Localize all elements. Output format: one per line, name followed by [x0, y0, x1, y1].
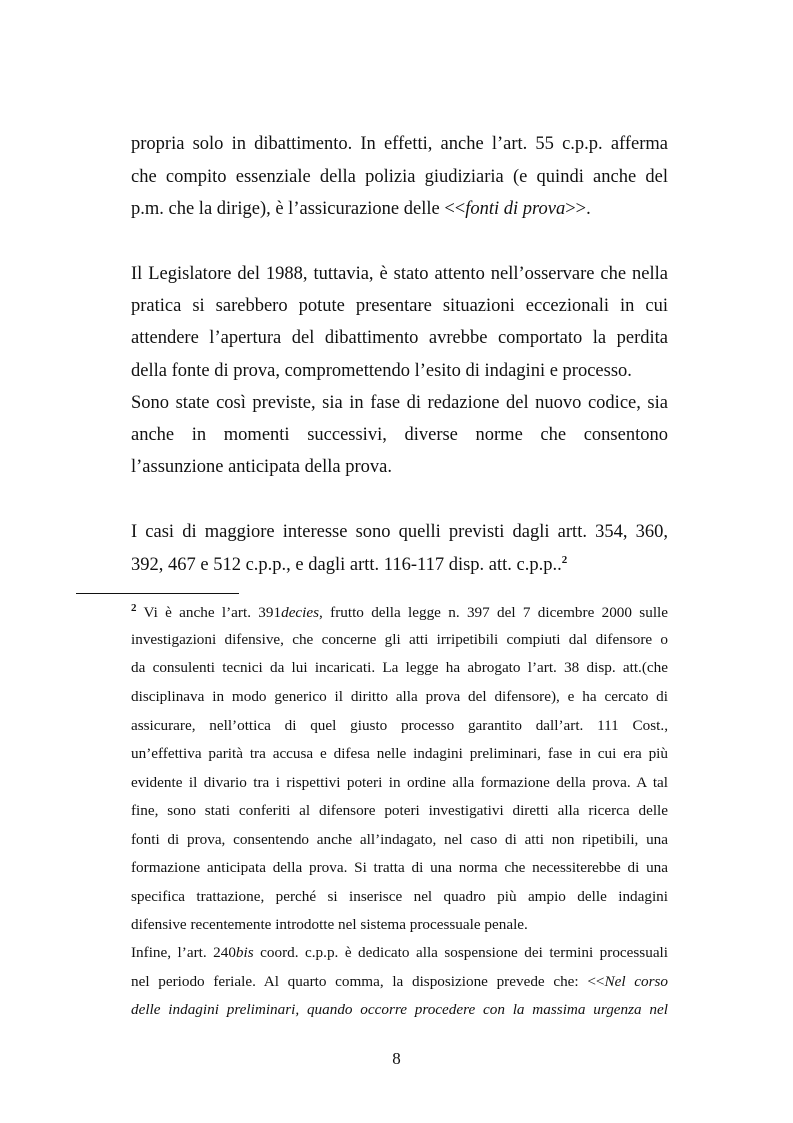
- footnote-line: formazione anticipata della prova. Si tratta di una norma che necessiterebbe di una: [131, 859, 668, 876]
- body-text-line: pratica si sarebbero potute presentare situazioni eccezionali in cui: [131, 296, 668, 316]
- footnote-line: da consulenti tecnici da lui incaricati. La legge ha abrogato l’art. 38 disp. att.(che: [131, 659, 668, 676]
- body-text-line: che compito essenziale della polizia giudiziaria (e quindi anche del: [131, 167, 668, 187]
- footnote-separator: [76, 593, 239, 594]
- footnote-line: specifica trattazione, perché si inserisce nel quadro più ampio delle indagini: [131, 888, 668, 905]
- body-text-line: attendere l’apertura del dibattimento avrebbe comportato la perdita: [131, 328, 668, 348]
- footnote-number: 2: [131, 602, 137, 614]
- page-number: 8: [392, 1049, 401, 1068]
- footnote-line: nel periodo feriale. Al quarto comma, la disposizione prevede che: <<Nel corso: [131, 973, 669, 990]
- footnote-line: investigazioni difensive, che concerne gli atti irripetibili compiuti dal difensore o: [131, 631, 668, 648]
- footnote-line: delle indagini preliminari, quando occorre procedere con la massima urgenza nel: [131, 1001, 668, 1018]
- footnote-line: assicurare, nell’ottica di quel giusto processo garantito dall’art. 111 Cost.,: [131, 717, 668, 734]
- body-text-line: della fonte di prova, compromettendo l’esito di indagini e processo.: [131, 361, 632, 381]
- footnote-line: un’effettiva parità tra accusa e difesa nelle indagini preliminari, fase in cui era più: [131, 745, 668, 762]
- body-text-line: Il Legislatore del 1988, tuttavia, è stato attento nell’osservare che nella: [131, 264, 668, 284]
- body-text-line: propria solo in dibattimento. In effetti, anche l’art. 55 c.p.p. afferma: [131, 134, 668, 154]
- footnote-line: Infine, l’art. 240bis coord. c.p.p. è dedicato alla sospensione dei termini processuali: [131, 944, 668, 961]
- footnote-line: fonti di prova, consentendo anche all’indagato, nel caso di atti non ripetibili, una: [131, 831, 668, 848]
- body-text-line: p.m. che la dirige), è l’assicurazione delle <<fonti di prova>>.: [131, 199, 591, 219]
- footnote-line: fine, sono stati conferiti al difensore poteri investigativi diretti alla ricerca delle: [131, 802, 668, 819]
- body-text-line: Sono state così previste, sia in fase di redazione del nuovo codice, sia: [131, 393, 668, 413]
- footnote-line: disciplinava in modo generico il diritto alla prova del difensore), e ha cercato di: [131, 688, 668, 705]
- footnote-line: difensive recentemente introdotte nel sistema processuale penale.: [131, 916, 528, 933]
- footnote-line: evidente il divario tra i rispettivi poteri in ordine alla formazione della prova. A tal: [131, 774, 668, 791]
- footnote-reference: 2: [561, 554, 568, 566]
- footnote-line: $^2$ Vi è anche l’art. 391decies, frutto della legge n. 397 del 7 dicembre 2000 sulle: [131, 602, 668, 621]
- body-text-line: I casi di maggiore interesse sono quelli previsti dagli artt. 354, 360,: [131, 522, 668, 542]
- body-text-line: l’assunzione anticipata della prova.: [131, 457, 392, 477]
- body-text-line: 392, 467 e 512 c.p.p., e dagli artt. 116-117 disp. att. c.p.p..$^2$: [131, 554, 568, 575]
- body-text-line: anche in momenti successivi, diverse norme che consentono: [131, 425, 668, 445]
